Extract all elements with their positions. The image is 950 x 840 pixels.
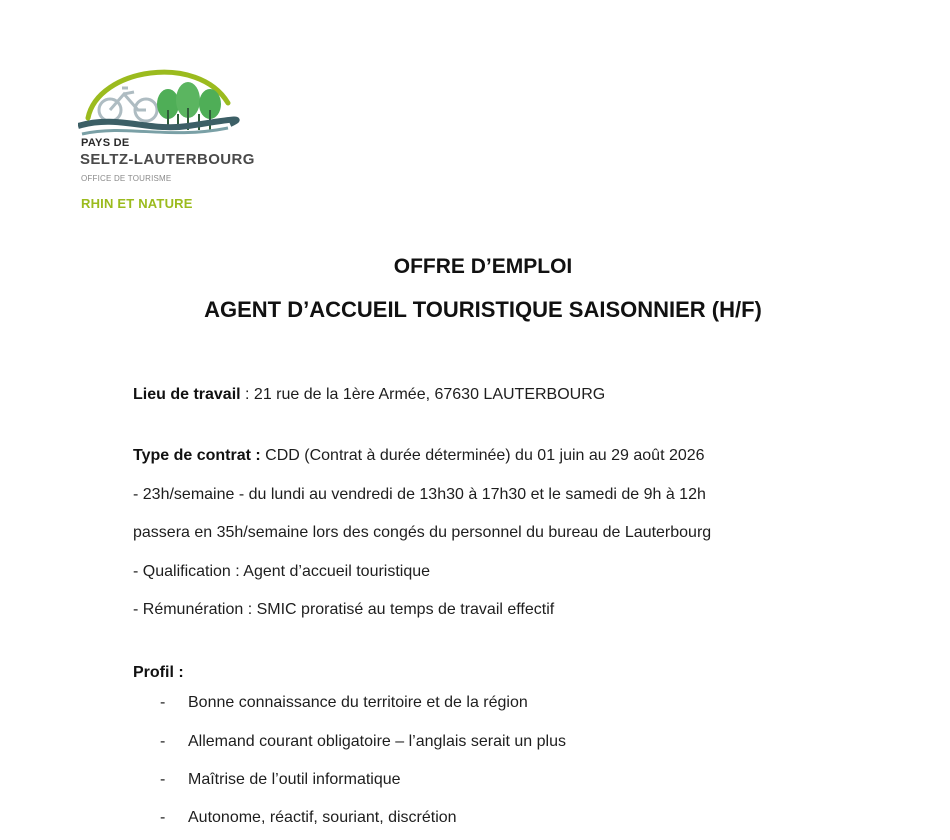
contract-type-value: CDD (Contrat à durée déterminée) du 01 juin au 29 août 2026 [260, 447, 705, 464]
contract-detail-line: passera en 35h/semaine lors des congés du personnel du bureau de Lauterbourg [133, 524, 712, 541]
workplace-label: Lieu de travail [133, 386, 241, 403]
profile-list-item: - Bonne connaissance du territoire et de la région [160, 694, 528, 711]
salary-line: - Rémunération : SMIC proratisé au temps de travail effectif [133, 601, 555, 618]
contract-type-label: Type de contrat : [133, 447, 261, 464]
job-title-heading: AGENT D’ACCUEIL TOURISTIQUE SAISONNIER (H/F) [204, 297, 762, 322]
contract-type-line [133, 447, 705, 465]
profile-list-item: - Allemand courant obligatoire – l’anglais serait un plus [160, 733, 566, 750]
bullet-dash: - [160, 771, 166, 788]
logo-text-seltz-lauterbourg: SELTZ-LAUTERBOURG [80, 151, 255, 168]
bullet-dash: - [160, 694, 166, 711]
offer-heading: OFFRE D’EMPLOI [393, 255, 573, 278]
bullet-dash: - [160, 809, 166, 826]
workplace-value: : 21 rue de la 1ère Armée, 67630 LAUTERBOURG [240, 386, 606, 403]
office-logo [78, 58, 288, 218]
bicycle-icon [99, 88, 157, 121]
profile-list-item: - Autonome, réactif, souriant, discrétion [160, 809, 457, 826]
logo-text-office-de-tourisme: OFFICE DE TOURISME [81, 174, 172, 183]
profile-label: Profil : [133, 664, 184, 681]
profile-list-item: - Maîtrise de l’outil informatique [160, 771, 401, 788]
bullet-dash: - [160, 733, 166, 750]
logo-emblem [78, 58, 288, 138]
contract-detail-line: - 23h/semaine - du lundi au vendredi de 13h30 à 17h30 et le samedi de 9h à 12h [133, 486, 706, 503]
logo-tagline: RHIN ET NATURE [81, 196, 193, 211]
logo-text-pays-de: PAYS DE [81, 137, 130, 149]
qualification-line: - Qualification : Agent d’accueil touristique [133, 563, 431, 580]
workplace-line [133, 386, 605, 404]
